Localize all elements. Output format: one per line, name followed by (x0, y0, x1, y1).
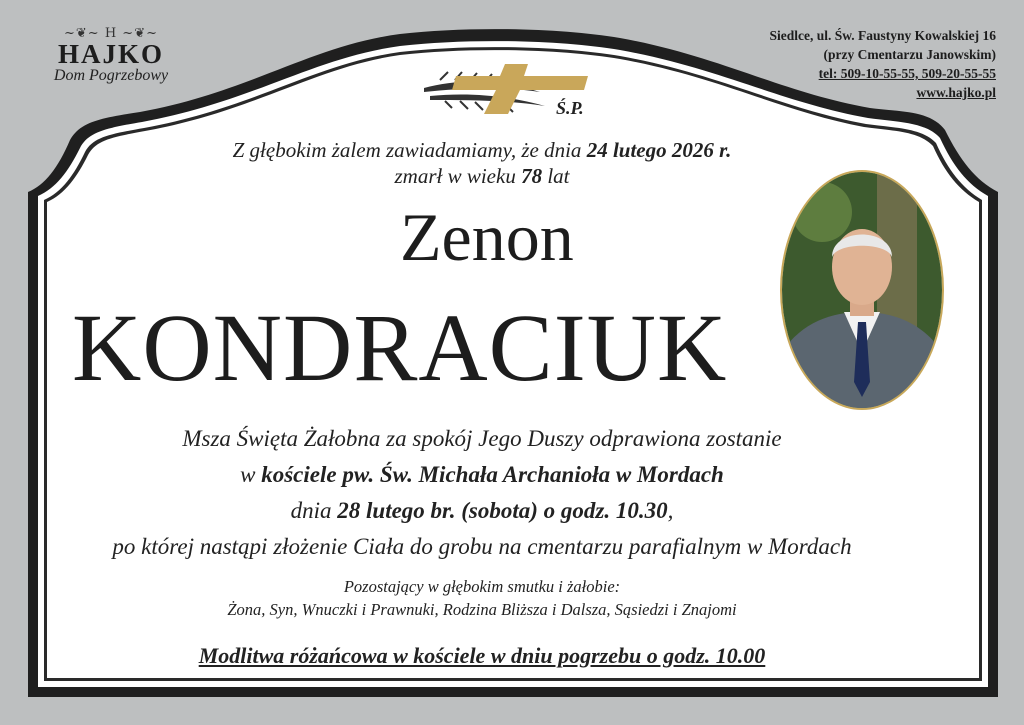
logo-name: HAJKO (57, 39, 164, 69)
announcement-line-2: zmarł w wieku 78 lat (394, 164, 570, 188)
logo-subtitle: Dom Pogrzebowy (53, 67, 169, 84)
deceased-portrait (780, 170, 944, 410)
address-note: (przy Cmentarzu Janowskim) (823, 47, 996, 62)
funeral-home-logo (36, 26, 186, 85)
mourners-heading: Pozostający w głębokim smutku i żałobie: (343, 577, 621, 596)
sp-label: Ś.P. (556, 98, 584, 118)
phone-link[interactable]: tel: 509-10-55-55, 509-20-55-55 (818, 66, 996, 81)
rosary-notice: Modlitwa różańcowa w kościele w dniu pogrzebu o godz. 10.00 (198, 643, 766, 668)
address-line: Siedlce, ul. Św. Faustyny Kowalskiej 16 (769, 28, 996, 43)
mass-line-2: w kościele pw. Św. Michała Archanioła w Mordach (240, 462, 724, 487)
deceased-last-name: KONDRACIUK (72, 294, 728, 401)
mourners-list: Żona, Syn, Wnuczki i Prawnuki, Rodzina Bliższa i Dalsza, Sąsiedzi i Znajomi (227, 600, 737, 619)
mass-line-4: po której nastąpi złożenie Ciała do grobu na cmentarzu parafialnym w Mordach (112, 534, 852, 559)
deceased-first-name: Zenon (400, 199, 574, 275)
website-link[interactable]: www.hajko.pl (916, 85, 996, 100)
mass-line-1: Msza Święta Żałobna za spokój Jego Duszy odprawiona zostanie (182, 426, 782, 451)
announcement-line-1: Z głębokim żalem zawiadamiamy, że dnia 24 lutego 2026 r. (232, 138, 732, 162)
logo-ornament: ~❦~ H ~❦~ (64, 26, 158, 41)
contact-info (769, 26, 996, 102)
mass-line-3: dnia 28 lutego br. (sobota) o godz. 10.30, (290, 498, 674, 523)
